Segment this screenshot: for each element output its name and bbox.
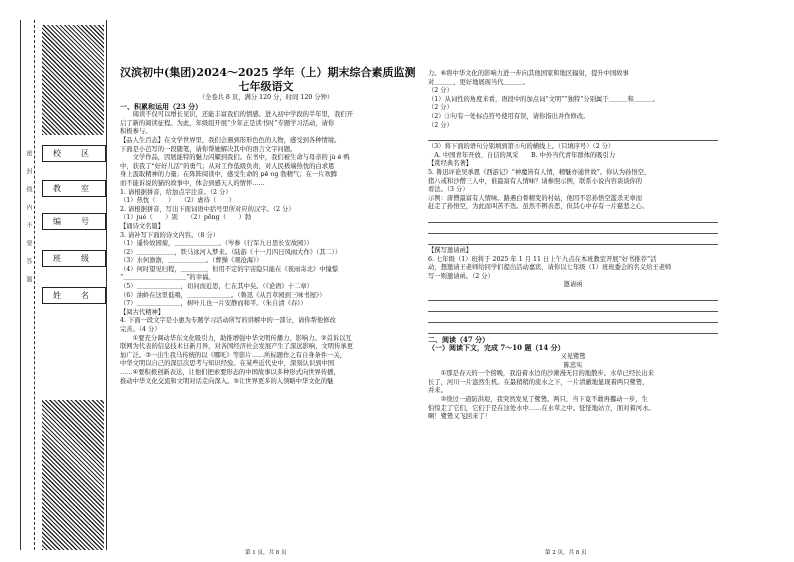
text-line: 2. 请根据拼音，写出下面词语中括号里所对应的汉字。（2 分） (120, 205, 295, 213)
text-line: 怕惊走了它们，它们于是在这处水中……在水草之中。怔怔地站立，面对着河水。 (428, 404, 655, 412)
binding-line-1 (20, 20, 21, 550)
text-line: A. 中国青年开放、自信的风采 B. 中外当代青年群体的吸引力 (428, 151, 616, 159)
page-footer-1: 第 1 页，共 8 页 (245, 550, 287, 556)
text-line: （3）将下面的语句分别填到第⑤句的横线上。（只填序号）（2 分） (428, 143, 615, 151)
answer-line[interactable] (428, 303, 718, 312)
text-line: 完善。（4 分） (120, 326, 161, 334)
text-line: （5）＿＿＿＿＿＿＿，切问而近思，仁在其中矣。（《论语》十二章） (120, 283, 313, 291)
field-class-label: 班 级 (42, 250, 106, 267)
text-line: （4）何时望见归程，＿＿＿＿，但用不定的宇宙隐只能在《夜雨寄北》中憧憬 (120, 265, 339, 273)
text-line: 启了新的阅读征程。为此，年级组开展“少年正是读书时”专题学习活动，请你 (120, 119, 335, 127)
section-1-title: 一、积累和运用（23 分） (120, 101, 203, 111)
text-line: （1）热忱（ ） （2）虐待（ ） (120, 197, 236, 205)
text-line: 阅读不仅可以增长见识，还能丰富我们的情感。进入初中学段的半年里，我们开 (120, 111, 353, 119)
text-line: （3）水何澹澹，＿＿＿＿＿＿。（曹操《观沧海》） (120, 257, 263, 265)
text-line: 【赏经典名著】 (428, 160, 473, 168)
answer-line[interactable] (428, 214, 718, 223)
write-section-title: 【撰写邀请函】 (428, 246, 473, 254)
text-line: 中，获我了“好好儿活”的勇气；从对工作低级负责，对人民极端热忱的白求恩 (120, 162, 335, 170)
page-footer-2: 第 2 页，共 8 页 (545, 550, 587, 556)
text-line: 3. 请补写下面的诗文内容。（8 分） (120, 231, 220, 239)
article-author: 陈忠实 (563, 361, 583, 369)
text-line: （2）③句有一处标点符号使用有误，请你指出并作修改。 (428, 112, 590, 120)
answer-line[interactable] (428, 314, 718, 323)
exam-title: 汉滨初中(集团)2024～2025 学年（上）期末综合素质监测 (120, 66, 416, 79)
article-title: 又见鹭鸶 (560, 353, 586, 361)
text-line: 5. 鲁迅评论吴承恩《西游记》“神魔皆有人情，精魅亦通世故”。你认为孙悟空、 (428, 168, 651, 176)
text-line: 【诵诗文名篇】 (120, 222, 165, 230)
text-line: （2 分） (428, 87, 453, 95)
exam-info: （全卷共 8 页，满分 120 分，时间 120 分钟） (198, 94, 334, 101)
text-line: 【阅古代精神】 (120, 308, 165, 316)
binding-hatch-top (42, 25, 104, 135)
answer-line[interactable] (428, 325, 718, 334)
text-line: 联网为代表的信息技术日新月异，对各国经济社会发展产生了深远影响，文明传承更 (120, 343, 353, 351)
letter-title: 邀请函 (563, 281, 583, 289)
right-column (428, 70, 718, 422)
field-name-label: 姓 名 (42, 287, 106, 304)
text-line: 身上汲取精神的力量；在阵阵阅读中，感受生命的 pē ng 勃精气；在一片欢腾 (120, 171, 338, 179)
text-line: 动，想邀请王老师给同学们提出活动嘉宾，请你以七年级（1）班班委会的名义给王老师 (428, 264, 672, 272)
seal-text: 密 封 线 内 不 要 答 题 (25, 150, 32, 282)
binding-hatch-bottom (42, 400, 104, 550)
answer-line[interactable] (428, 236, 718, 245)
text-line: 积极参与。 (120, 128, 152, 136)
text-line: “＿＿＿＿＿＿＿＿＿＿”的幸福。 (120, 274, 215, 282)
field-classroom-label: 教 室 (42, 180, 106, 197)
binding-line-2 (34, 20, 35, 550)
text-line: 啊！鹭鸶又飞回来了！ (428, 413, 491, 421)
text-line: 写一则邀请函。（2 分） (428, 272, 494, 280)
text-line: ①那是春天的一个傍晚，我沿着水边的沙滩漫无目的地散步。水草已经长出来 (428, 370, 655, 378)
text-line: 1. 请根据拼音，给加点字注音。（2 分） (120, 188, 232, 196)
field-number-label: 编 号 (42, 213, 106, 230)
text-line: 并来。 (428, 387, 447, 395)
section-2-subtitle: （一）阅读下文，完成 7～10 题（14 分） (428, 343, 565, 353)
text-line: （7）＿＿＿＿＿＿＿，树叶儿也一片安静而和平。（朱自清《春》） (120, 300, 307, 308)
text-line: 长了，河川一片盎然生机。在最稍稍的流水之下，一片清澈地显现着两只鹭鸶， (428, 378, 649, 386)
text-line: 赶走了孙悟空，为此而叫苦不迭。虽然不辨善恶，但其心中存有一片慈悲之心。 (428, 203, 649, 211)
text-line: （2 分） (428, 121, 453, 129)
binding-line-3 (106, 20, 107, 550)
left-column (120, 66, 416, 386)
text-line: （2 分） (428, 104, 453, 112)
text-line: 6. 七年级（1）班将于 2025 年 1 月 11 日上午九点在本班教室开展“好书推荐”活 (428, 255, 657, 263)
text-line: （1）从词性的角度来看，语段中的加点词“文明”“独特”分别属于＿＿＿和＿＿＿。 (428, 95, 659, 103)
text-line: 【品人生百态】在文学世界里，我们会遇到形形色色的人物，感受到各种情境。 (120, 136, 341, 144)
section-2-title: 二、阅读（47 分） (428, 334, 490, 344)
text-line: 文学作品，因展能特的魅力闪耀到我们。在书中，我们被生命与母亲的 jù é 鸭 (120, 154, 350, 162)
text-line: 示例：唐僧最富有人情味。路遇白骨精变的村姑，他因不忍孙悟空滥杀无辜而 (428, 194, 643, 202)
text-line: 而不能诉说的猫的故事中，体会到感天人的情怀…… (120, 179, 265, 187)
answer-line[interactable] (428, 292, 718, 301)
text-line: 看法。（3 分） (428, 186, 469, 194)
text-line: 推动中华文化交流和文明对话走向深入。⑤让世界更多的人领略中华文化的魅 (120, 377, 334, 385)
text-line: （2）＿＿＿＿＿＿，铁马冰河入梦来。（陆游《十一月四日风雨大作》（其二）） (120, 248, 342, 256)
text-line: 对＿＿＿，更好地展现当代＿＿＿。 (428, 78, 529, 86)
text-line: （6）油蛉在这里低唱，＿＿＿＿＿＿＿。（鲁迅《从百草园到三味书屋》） (120, 291, 326, 299)
text-line: 4. 下面一段文字是小惠为专题学习活动所写的讲解中的一部分，请你帮他修改 (120, 317, 336, 325)
text-line: （1）jué（ ）别 （2）pēng（ ）勃 (120, 214, 252, 222)
text-line: 加广泛。③一出生我马传统的以《哪吒》等影片……所标题作之有自身条件一关， (120, 351, 347, 359)
text-line: 中华文明以自己的深层次思考与知识经验。在某些近代史中，深刻认识到中国 (120, 360, 335, 368)
text-line: 力。⑥将中华文化的影响力进一步向其他国家和地区辐射，提升中国故事 (428, 70, 629, 77)
text-line: ……④要积极创新表达，让他们把索要形态的中国故事以多种形式向世界传播， (120, 369, 340, 376)
text-line: ①要充分调动华东文化吸引力，助推增强中华文明传播力、影响力。②首诉以互 (120, 334, 352, 342)
text-line: 下面是小芭写的一段随笔，请你帮她解决其中的语言文字问题。 (120, 145, 297, 153)
text-line: 猪八戒和沙僧三人中，谁最富有人情味？请参照示例，联系小说内容谈谈你的 (428, 177, 643, 185)
field-campus-label: 校 区 (42, 145, 106, 162)
answer-line[interactable] (428, 225, 718, 234)
exam-subject: 七年级语文 (238, 80, 294, 93)
answer-line[interactable] (428, 132, 718, 141)
text-line: ②绕过一道防洪堤，我突然发见了鹭鸶。两只，当下竟不敢再挪动一步，生 (428, 396, 648, 404)
text-line: （1）遥怜故园菊，＿＿＿＿＿＿＿。（岑参《行军九日思长安故园》） (120, 240, 313, 248)
